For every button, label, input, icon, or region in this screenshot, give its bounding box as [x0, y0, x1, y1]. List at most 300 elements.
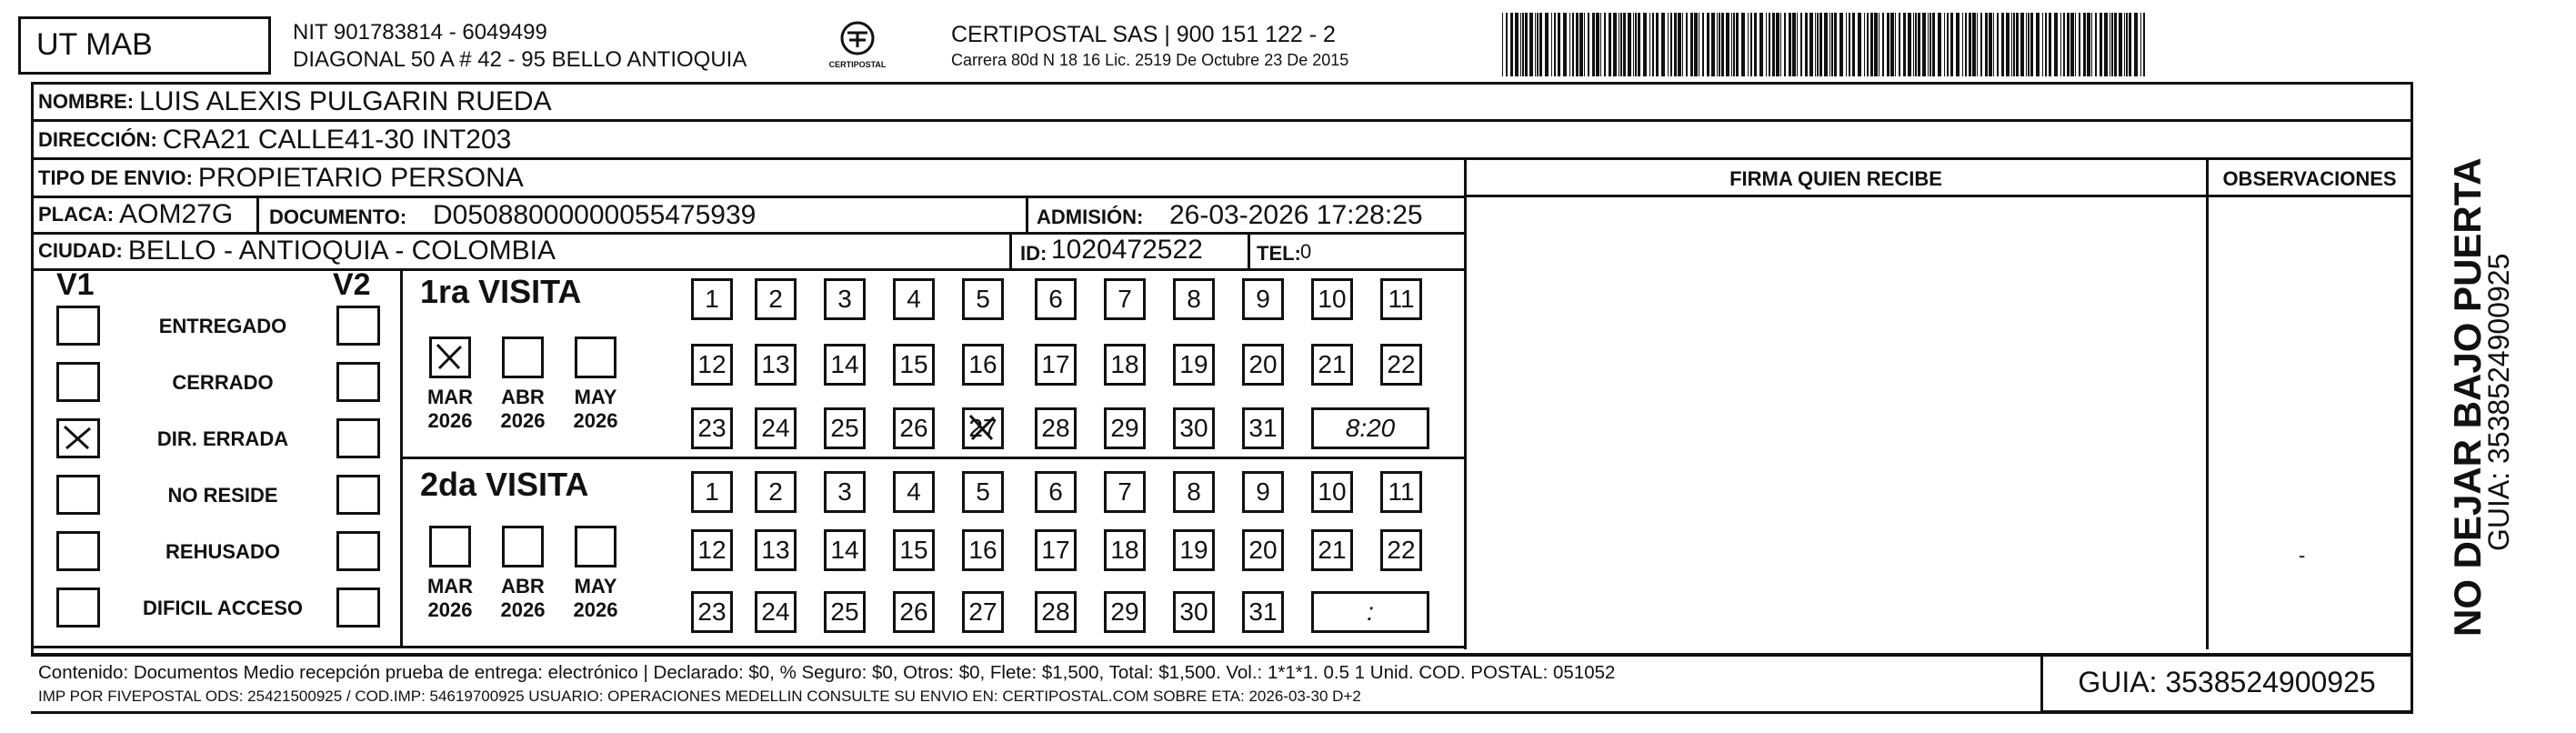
- cross-mark-icon: [432, 339, 468, 376]
- day-box[interactable]: [1173, 344, 1215, 386]
- barcode-bar: [2100, 13, 2102, 76]
- barcode-bar: [1962, 13, 1963, 76]
- barcode-bar: [2060, 13, 2061, 76]
- day-box[interactable]: [1173, 471, 1215, 513]
- barcode-bar: [1815, 13, 1816, 76]
- barcode-bar: [1829, 13, 1830, 76]
- day-box[interactable]: [1242, 278, 1284, 320]
- tel-divider: [1248, 233, 1250, 271]
- month-checkbox[interactable]: [575, 336, 616, 378]
- month-label: [420, 575, 480, 622]
- day-number: 20: [1248, 536, 1278, 564]
- firma-label: FIRMA QUIEN RECIBE: [1729, 167, 1942, 190]
- day-box[interactable]: [1311, 344, 1353, 386]
- barcode-bar: [2104, 13, 2108, 76]
- month-name: MAY: [574, 386, 617, 408]
- courier-name: CERTIPOSTAL SAS | 900 151 122 - 2: [951, 22, 1336, 47]
- day-number: 23: [697, 597, 727, 626]
- placa-label: PLACA:: [38, 202, 115, 226]
- second-visit-title: 2da VISITA: [420, 466, 589, 503]
- time-value: 8:20: [1345, 414, 1396, 442]
- barcode-bar: [1525, 13, 1528, 76]
- day-box[interactable]: [824, 471, 866, 513]
- day-box[interactable]: [962, 407, 1004, 449]
- day-box[interactable]: [824, 529, 866, 571]
- day-number: 5: [976, 285, 990, 313]
- day-box[interactable]: [691, 471, 733, 513]
- day-box[interactable]: [755, 407, 797, 449]
- row-nombre: [33, 84, 2412, 122]
- barcode-bar: [1985, 13, 1988, 76]
- id-divider: [1009, 233, 1012, 271]
- tipo-label: TIPO DE ENVIO:: [38, 166, 193, 189]
- day-number: 19: [1179, 350, 1208, 378]
- day-box[interactable]: [1242, 471, 1284, 513]
- day-number: 17: [1041, 350, 1070, 378]
- barcode-bar: [1584, 13, 1585, 76]
- footer-contenido: Contenido: Documentos Medio recepción prueba de entrega: electrónico | Declarado: $0, % Seguro: $0, Otros: $0, Flete: $1,500, Total: $1,500. Vol.: 1*1*1. 0.5 1 Unid. COD. POSTAL: 051052: [38, 662, 1616, 683]
- row-direccion: [33, 122, 2412, 160]
- barcode-bar: [1711, 13, 1715, 76]
- barcode-bar: [1600, 13, 1601, 76]
- day-box[interactable]: [1104, 471, 1146, 513]
- day-number: 20: [1248, 350, 1278, 378]
- barcode-bar: [1510, 13, 1513, 76]
- day-number: 29: [1110, 414, 1139, 442]
- v2-checkbox[interactable]: [336, 362, 380, 402]
- barcode-bar: [2126, 13, 2128, 76]
- barcode-bar: [2087, 13, 2090, 76]
- barcode-bar: [2079, 13, 2080, 76]
- barcode-bar: [1792, 13, 1796, 76]
- day-box[interactable]: [1242, 344, 1284, 386]
- barcode-bar: [2026, 13, 2027, 76]
- day-number: 8: [1187, 477, 1201, 506]
- barcode-bar: [1726, 13, 1729, 76]
- day-number: 7: [1118, 285, 1132, 313]
- month-name: ABR: [501, 575, 545, 597]
- day-number: 16: [968, 536, 997, 564]
- barcode-bar: [2134, 13, 2138, 76]
- month-label: [493, 386, 553, 433]
- barcode-bar: [1809, 13, 1813, 76]
- day-box[interactable]: [691, 344, 733, 386]
- barcode-bar: [1731, 13, 1732, 76]
- barcode-bar: [1572, 13, 1574, 76]
- company-address: DIAGONAL 50 A # 42 - 95 BELLO ANTIOQUIA: [293, 47, 747, 72]
- barcode-bar: [1719, 13, 1720, 76]
- barcode-bar: [1784, 13, 1786, 76]
- day-box[interactable]: [1173, 407, 1215, 449]
- month-name: MAR: [426, 575, 474, 597]
- month-checkbox[interactable]: [502, 336, 544, 378]
- day-number: 16: [968, 350, 997, 378]
- reason-label: ENTREGADO: [158, 315, 287, 337]
- day-number: 12: [697, 350, 727, 378]
- barcode-bar: [1852, 13, 1855, 76]
- barcode-bar: [1977, 13, 1978, 76]
- barcode-bar: [1613, 13, 1617, 76]
- day-box[interactable]: [1173, 591, 1215, 633]
- day-box[interactable]: [962, 278, 1004, 320]
- barcode-bar: [1579, 13, 1583, 76]
- barcode-bar: [1656, 13, 1659, 76]
- day-box[interactable]: [1311, 471, 1353, 513]
- barcode-bar: [2006, 13, 2010, 76]
- barcode-bar: [1819, 13, 1822, 76]
- v1-checkbox[interactable]: [56, 306, 100, 346]
- day-number: 14: [830, 350, 859, 378]
- day-number: 26: [899, 597, 928, 626]
- day-box[interactable]: [893, 529, 935, 571]
- barcode-bar: [1686, 13, 1688, 76]
- day-box[interactable]: [755, 344, 797, 386]
- day-box[interactable]: [824, 344, 866, 386]
- barcode-bar: [1643, 13, 1647, 76]
- day-number: 3: [837, 285, 852, 313]
- day-number: 3: [837, 477, 852, 506]
- barcode-bar: [1993, 13, 1994, 76]
- day-box[interactable]: [755, 529, 797, 571]
- panel-header-line: [1464, 195, 2413, 197]
- id-label: ID:: [1020, 242, 1047, 265]
- barcode-bar: [1922, 13, 1926, 76]
- barcode-bar: [2095, 13, 2097, 76]
- day-box[interactable]: [1380, 344, 1422, 386]
- barcode-bar: [1913, 13, 1914, 76]
- month-year: 2026: [427, 598, 473, 621]
- day-box[interactable]: [824, 591, 866, 633]
- barcode-bar: [2075, 13, 2076, 76]
- barcode-bar: [2114, 13, 2117, 76]
- barcode-bar: [1537, 13, 1539, 76]
- time-box[interactable]: [1311, 591, 1429, 633]
- barcode-bar: [2119, 13, 2122, 76]
- day-number: 15: [899, 536, 928, 564]
- nombre-value: LUIS ALEXIS PULGARIN RUEDA: [139, 85, 552, 116]
- barcode-bar: [2083, 13, 2086, 76]
- barcode-bar: [1596, 13, 1599, 76]
- barcode-bar: [1839, 13, 1843, 76]
- month-checkbox[interactable]: [429, 526, 471, 567]
- day-box[interactable]: [824, 278, 866, 320]
- day-number: 13: [761, 536, 790, 564]
- month-year: 2026: [427, 409, 473, 432]
- day-number: 28: [1041, 597, 1070, 626]
- barcode-bar: [1620, 13, 1622, 76]
- barcode-bar: [1717, 13, 1718, 76]
- month-checkbox[interactable]: [429, 336, 471, 378]
- day-box[interactable]: [755, 278, 797, 320]
- day-box[interactable]: [1380, 529, 1422, 571]
- month-year: 2026: [500, 598, 546, 621]
- day-box[interactable]: [893, 407, 935, 449]
- barcode-bar: [1748, 13, 1749, 76]
- row-tipo: [33, 160, 1466, 198]
- barcode-bar: [1515, 13, 1519, 76]
- day-box[interactable]: [1035, 591, 1077, 633]
- side-warning: NO DEJAR BAJO PUERTA: [2446, 157, 2489, 637]
- day-box[interactable]: [824, 407, 866, 449]
- day-box[interactable]: [691, 591, 733, 633]
- barcode-bar: [1569, 13, 1570, 76]
- day-number: 11: [1388, 285, 1415, 313]
- placa-divider: [256, 196, 259, 235]
- barcode-bar: [1989, 13, 1992, 76]
- barcode-bar: [1661, 13, 1665, 76]
- barcode-bar: [1721, 13, 1724, 76]
- barcode-bar: [1652, 13, 1654, 76]
- day-box[interactable]: [1104, 344, 1146, 386]
- day-number: 9: [1256, 285, 1270, 313]
- day-box[interactable]: [1035, 344, 1077, 386]
- day-box[interactable]: [1311, 529, 1353, 571]
- day-box[interactable]: [1242, 591, 1284, 633]
- barcode-bar: [1824, 13, 1828, 76]
- day-box[interactable]: [893, 591, 935, 633]
- day-box[interactable]: [962, 591, 1004, 633]
- barcode-bar: [1502, 13, 1503, 76]
- month-name: ABR: [501, 386, 545, 408]
- day-box[interactable]: [1380, 471, 1422, 513]
- day-number: 2: [768, 285, 783, 313]
- v2-checkbox[interactable]: [336, 475, 380, 515]
- barcode-bar: [1874, 13, 1878, 76]
- day-box[interactable]: [691, 278, 733, 320]
- day-number: 23: [697, 414, 727, 442]
- v2-checkbox[interactable]: [336, 587, 380, 628]
- day-box[interactable]: [755, 471, 797, 513]
- barcode-bar: [1789, 13, 1791, 76]
- id-value: 1020472522: [1051, 235, 1203, 265]
- barcode-bar: [2140, 13, 2141, 76]
- day-box[interactable]: [1104, 591, 1146, 633]
- barcode-bar: [1895, 13, 1896, 76]
- barcode-bar: [1944, 13, 1945, 76]
- barcode-bar: [1929, 13, 1931, 76]
- day-number: 18: [1110, 536, 1139, 564]
- day-number: 10: [1318, 285, 1347, 313]
- reason-label: REHUSADO: [165, 540, 280, 563]
- day-number: 7: [1118, 477, 1132, 506]
- barcode-bar: [1506, 13, 1508, 76]
- footer-imp: IMP POR FIVEPOSTAL ODS: 25421500925 / COD.IMP: 54619700925 USUARIO: OPERACIONES MEDELLIN CONSULTE SU ENVIO EN: CERTIPOSTAL.COM SOBRE ETA: 2026-03-30 D+2: [38, 688, 1361, 705]
- reason-label: NO RESIDE: [167, 484, 278, 507]
- barcode-bar: [1670, 13, 1672, 76]
- day-box[interactable]: [1035, 471, 1077, 513]
- v1-label: V1: [56, 267, 95, 302]
- barcode-bar: [2013, 13, 2015, 76]
- day-number: 21: [1318, 536, 1347, 564]
- barcode-bar: [1972, 13, 1976, 76]
- barcode-bar: [1867, 13, 1869, 76]
- day-number: 1: [705, 477, 719, 506]
- barcode-bar: [1736, 13, 1739, 76]
- day-box[interactable]: [962, 471, 1004, 513]
- barcode-bar: [2111, 13, 2113, 76]
- day-number: 4: [907, 285, 921, 313]
- barcode-bar: [2016, 13, 2019, 76]
- day-box[interactable]: [1104, 529, 1146, 571]
- reason-label: DIFICIL ACCESO: [142, 597, 303, 619]
- day-number: 27: [968, 414, 997, 442]
- barcode-bar: [1908, 13, 1911, 76]
- day-box[interactable]: [691, 407, 733, 449]
- barcode-bar: [1520, 13, 1521, 76]
- barcode-bar: [1797, 13, 1798, 76]
- v1-checkbox[interactable]: [56, 587, 100, 628]
- day-box[interactable]: [962, 344, 1004, 386]
- v2-checkbox[interactable]: [336, 306, 380, 346]
- v2-checkbox[interactable]: [336, 418, 380, 458]
- day-number: 12: [697, 536, 727, 564]
- barcode-bar: [1707, 13, 1709, 76]
- day-box[interactable]: [755, 591, 797, 633]
- ciudad-value: BELLO - ANTIOQUIA - COLOMBIA: [127, 235, 556, 266]
- barcode-bar: [1539, 13, 1542, 76]
- visits-bottom-line: [33, 646, 1466, 648]
- day-number: 9: [1256, 477, 1270, 506]
- observaciones-label: OBSERVACIONES: [2222, 167, 2397, 190]
- day-box[interactable]: [1311, 278, 1353, 320]
- day-box[interactable]: [691, 529, 733, 571]
- barcode-bar: [1635, 13, 1637, 76]
- admision-value: 26-03-2026 17:28:25: [1169, 200, 1423, 230]
- barcode-bar: [1678, 13, 1681, 76]
- observaciones-divider: [2206, 160, 2209, 649]
- barcode-bar: [1772, 13, 1775, 76]
- v1-checkbox[interactable]: [56, 531, 100, 571]
- day-number: 21: [1318, 350, 1347, 378]
- barcode-bar: [1682, 13, 1683, 76]
- v2-checkbox[interactable]: [336, 531, 380, 571]
- signature-divider: [1464, 160, 1467, 649]
- barcode-bar: [1938, 13, 1941, 76]
- barcode-bar: [1769, 13, 1770, 76]
- barcode-bar: [1668, 13, 1669, 76]
- time-value: :: [1367, 597, 1374, 626]
- day-box[interactable]: [1104, 278, 1146, 320]
- barcode-bar: [1551, 13, 1552, 76]
- month-checkbox[interactable]: [502, 526, 544, 567]
- day-box[interactable]: [1242, 529, 1284, 571]
- barcode-bar: [2045, 13, 2047, 76]
- barcode-bar: [1759, 13, 1763, 76]
- month-year: 2026: [573, 598, 618, 621]
- side-guia: GUIA: 3538524900925: [2482, 253, 2515, 551]
- barcode-bar: [2070, 13, 2074, 76]
- barcode-bar: [1858, 13, 1861, 76]
- barcode-bar: [2036, 13, 2040, 76]
- day-box[interactable]: [893, 344, 935, 386]
- month-year: 2026: [500, 409, 546, 432]
- day-number: 8: [1187, 285, 1201, 313]
- barcode-bar: [1980, 13, 1982, 76]
- day-number: 19: [1179, 536, 1208, 564]
- day-number: 25: [830, 414, 859, 442]
- barcode-bar: [2049, 13, 2051, 76]
- day-box[interactable]: [893, 471, 935, 513]
- documento-label: DOCUMENTO:: [269, 206, 407, 228]
- day-number: 2: [768, 477, 783, 506]
- barcode-bar: [2063, 13, 2065, 76]
- barcode-bar: [1849, 13, 1850, 76]
- observaciones-area[interactable]: [2210, 198, 2411, 648]
- ciudad-label: CIUDAD:: [38, 238, 123, 262]
- day-box[interactable]: [1380, 278, 1422, 320]
- day-box[interactable]: [1242, 407, 1284, 449]
- v1-checkbox[interactable]: [56, 362, 100, 402]
- barcode-bar: [1780, 13, 1781, 76]
- barcode-bar: [1956, 13, 1960, 76]
- day-box[interactable]: [1173, 529, 1215, 571]
- documento-value: D05088000000055475939: [433, 200, 757, 230]
- barcode-bar: [1754, 13, 1757, 76]
- day-number: 30: [1179, 597, 1208, 626]
- cross-mark-icon: [965, 410, 1001, 447]
- barcode-bar: [1817, 13, 1819, 76]
- day-box[interactable]: [1104, 407, 1146, 449]
- day-number: 18: [1110, 350, 1139, 378]
- day-number: 25: [830, 597, 859, 626]
- v1-checkbox[interactable]: [56, 418, 100, 458]
- day-number: 14: [830, 536, 859, 564]
- signature-area[interactable]: [1468, 198, 2204, 648]
- placa-value: AOM27G: [119, 198, 234, 229]
- barcode-bar: [1997, 13, 1999, 76]
- barcode-bar: [1702, 13, 1704, 76]
- day-box[interactable]: [1035, 407, 1077, 449]
- barcode-bar: [1633, 13, 1634, 76]
- barcode-bar: [1733, 13, 1735, 76]
- admision-divider: [1026, 196, 1028, 235]
- barcode-bar: [1554, 13, 1556, 76]
- barcode-bar: [1899, 13, 1900, 76]
- month-checkbox[interactable]: [575, 526, 616, 567]
- barcode-bar: [1609, 13, 1611, 76]
- barcode-bar: [1864, 13, 1865, 76]
- barcode-bar: [1623, 13, 1626, 76]
- barcode-bar: [1741, 13, 1745, 76]
- day-box[interactable]: [1173, 278, 1215, 320]
- first-visit-title: 1ra VISITA: [420, 273, 582, 310]
- day-box[interactable]: [1035, 529, 1077, 571]
- barcode-bar: [1535, 13, 1536, 76]
- v1-checkbox[interactable]: [56, 475, 100, 515]
- barcode-bar: [1674, 13, 1677, 76]
- reason-label: CERRADO: [172, 371, 274, 394]
- day-box[interactable]: [962, 529, 1004, 571]
- barcode-graphic: [1502, 13, 2148, 76]
- day-number: 24: [761, 597, 790, 626]
- barcode-bar: [2030, 13, 2033, 76]
- time-box[interactable]: [1311, 407, 1429, 449]
- day-number: 10: [1318, 477, 1347, 506]
- day-box[interactable]: [1035, 278, 1077, 320]
- day-number: 6: [1048, 477, 1063, 506]
- day-box[interactable]: [893, 278, 935, 320]
- barcode-bar: [1649, 13, 1650, 76]
- day-number: 4: [907, 477, 921, 506]
- barcode-bar: [1628, 13, 1631, 76]
- barcode-bar: [1846, 13, 1847, 76]
- barcode-bar: [1604, 13, 1606, 76]
- day-number: 22: [1387, 536, 1416, 564]
- day-number: 31: [1248, 414, 1278, 442]
- barcode-bar: [1882, 13, 1884, 76]
- nombre-label: NOMBRE:: [38, 89, 135, 113]
- month-label: [493, 575, 553, 622]
